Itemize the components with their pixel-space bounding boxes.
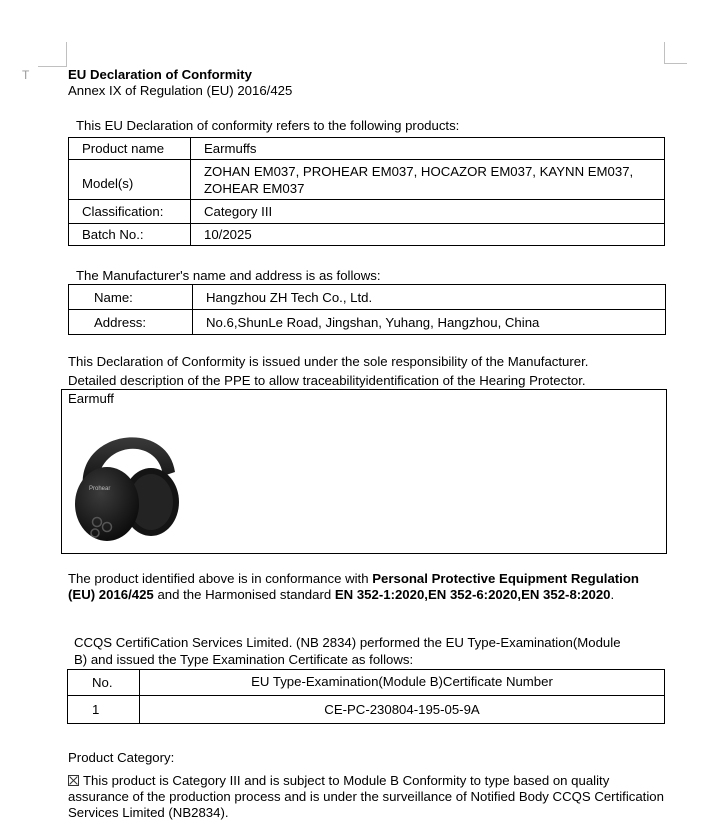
manufacturer-intro: The Manufacturer's name and address is as follows: — [76, 268, 381, 283]
models-value — [191, 160, 665, 200]
crop-mark-top-left — [38, 42, 67, 67]
batch-label: Batch No.: — [69, 224, 191, 246]
checked-box-icon — [68, 775, 79, 786]
table-row — [69, 200, 665, 224]
crop-mark-top-right — [664, 42, 687, 64]
table-row — [69, 160, 665, 200]
responsibility-line-1: This Declaration of Conformity is issued under the sole responsibility of the Manufacturer. — [68, 354, 589, 369]
table-row — [69, 224, 665, 246]
conformance-statement: The product identified above is in conformance with Personal Protective Equipment Regulation (EU) 2016/425 and the Harmonised standard EN 352-1:2020,EN 352-6:2020,EN 352-8:2020. — [68, 571, 639, 602]
product-name-label: Product name — [69, 138, 191, 160]
responsibility-line-2: Detailed description of the PPE to allow traceabilityidentification of the Hearing Protector. — [68, 373, 586, 388]
models-label: Model(s) — [69, 160, 191, 200]
products-intro: This EU Declaration of conformity refers to the following products: — [76, 118, 460, 133]
notified-body-line-1: CCQS CertifiCation Services Limited. (NB 2834) performed the EU Type-Examination(Module — [74, 635, 621, 650]
batch-value: 10/2025 — [191, 224, 665, 246]
notified-body-line-2: B) and issued the Type Examination Certificate as follows: — [74, 652, 414, 667]
manufacturer-name-value: Hangzhou ZH Tech Co., Ltd. — [193, 285, 666, 310]
earmuff-photo-icon — [67, 410, 187, 542]
product-category-statement: This product is Category III and is subject to Module B Conformity to type based on quality assurance of the production process and is under the surveillance of Notified Body CCQS Certification Services Limited (NB2834). — [68, 773, 664, 820]
cert-row-no: 1 — [68, 696, 140, 724]
classification-value: Category III — [191, 200, 665, 224]
table-row — [69, 310, 666, 335]
models-value-line-2: ZOHEAR EM037 — [204, 180, 305, 196]
cert-row-number: CE-PC-230804-195-05-9A — [140, 696, 665, 724]
document-title: EU Declaration of Conformity — [68, 67, 252, 82]
table-row — [69, 138, 665, 160]
products-table — [68, 137, 665, 246]
certificate-table — [67, 669, 665, 724]
cert-header-number: EU Type-Examination(Module B)Certificate Number — [140, 670, 665, 696]
product-category-label: Product Category: — [68, 750, 175, 765]
ppe-description-box — [61, 389, 667, 554]
text-cursor-icon: T — [22, 68, 30, 82]
manufacturer-address-value: No.6,ShunLe Road, Jingshan, Yuhang, Hangzhou, China — [193, 310, 666, 335]
brand-mark: Prohear — [89, 486, 111, 492]
table-row — [68, 696, 665, 724]
cert-header-no: No. — [68, 670, 140, 696]
classification-label: Classification: — [69, 200, 191, 224]
document-subtitle: Annex IX of Regulation (EU) 2016/425 — [68, 83, 293, 98]
product-name-value: Earmuffs — [191, 138, 665, 160]
manufacturer-address-label: Address: — [69, 310, 193, 335]
ppe-label: Earmuff — [68, 391, 114, 406]
table-row — [69, 285, 666, 310]
manufacturer-name-label: Name: — [69, 285, 193, 310]
manufacturer-table — [68, 284, 666, 335]
table-row — [68, 670, 665, 696]
models-value-line-1: ZOHAN EM037, PROHEAR EM037, HOCAZOR EM037, KAYNN EM037, — [204, 163, 634, 179]
